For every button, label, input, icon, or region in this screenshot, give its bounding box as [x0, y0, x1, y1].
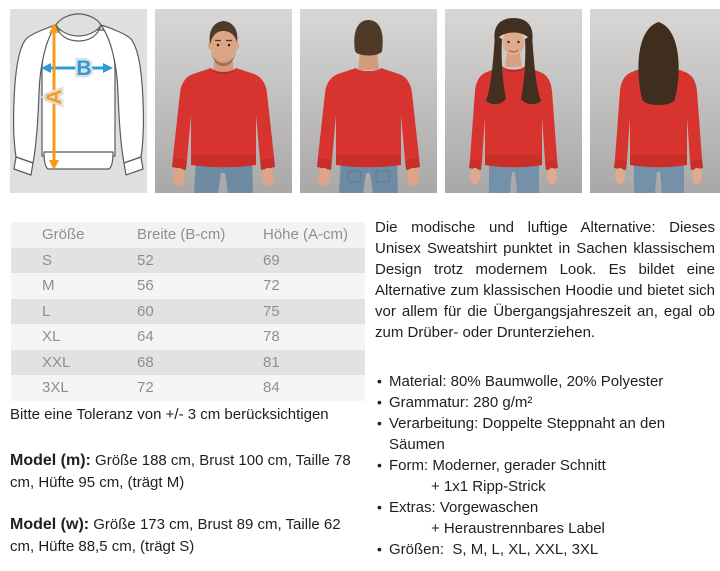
table-row: XL 64 78: [11, 324, 365, 350]
col-header-hoehe: Höhe (A-cm): [263, 226, 349, 244]
list-item: • Grammatur: 280 g/m²: [377, 394, 533, 411]
product-details-list: [375, 371, 717, 560]
hand: [318, 168, 330, 186]
sweatshirt: [318, 68, 419, 160]
hand: [470, 168, 480, 184]
model-female-front-svg: [445, 9, 582, 193]
list-item: • Größen: S, M, L, XL, XXL, 3XL: [377, 541, 599, 558]
model-m-label: Model (m):: [10, 452, 91, 469]
list-item-continuation: + 1x1 Ripp-Strick: [431, 478, 546, 495]
model-w-label: Model (w):: [10, 516, 90, 533]
model-female-front-photo: [445, 9, 582, 193]
list-item: • Extras: Vorgewaschen: [377, 499, 539, 516]
bullet-dot: •: [377, 373, 382, 389]
model-male-front-photo: [155, 9, 292, 193]
sweatshirt: [173, 68, 274, 160]
model-female-back-photo: [590, 9, 720, 193]
model-m-note: [10, 450, 362, 494]
size-diagram-svg: [10, 9, 147, 193]
model-male-back-svg: [300, 9, 437, 193]
table-row: L 60 75: [11, 299, 365, 325]
bullet-dot: •: [377, 499, 382, 515]
bullet-dot: •: [377, 541, 382, 557]
waistband: [485, 155, 542, 167]
product-image-strip: [10, 9, 720, 193]
hand: [547, 168, 557, 184]
hand: [173, 168, 185, 186]
width-label: B: [76, 57, 92, 80]
table-row: XXL 68 81: [11, 350, 365, 376]
list-item: • Verarbeitung: Doppelte Steppnaht an den Säumen: [377, 415, 666, 453]
height-label: A: [43, 89, 66, 105]
model-m-text: Größe 188 cm, Brust 100 cm, Taille 78 cm, Hüfte 95 cm, (trägt M): [10, 452, 351, 491]
model-male-front-svg: [155, 9, 292, 193]
list-item-continuation: + Heraustrennbares Label: [431, 520, 605, 537]
col-header-groesse: Größe: [42, 226, 85, 244]
bullet-dot: •: [377, 415, 382, 431]
table-row: S 52 69: [11, 248, 365, 274]
sweatshirt-outline: [14, 14, 144, 175]
model-w-text: Größe 173 cm, Brust 89 cm, Taille 62 cm, Hüfte 88,5 cm, (trägt S): [10, 516, 341, 555]
size-diagram-image: [10, 9, 147, 193]
size-table-header-row: [11, 222, 365, 248]
list-item: • Material: 80% Baumwolle, 20% Polyester: [377, 373, 664, 390]
hand: [407, 168, 419, 186]
waistband: [630, 155, 687, 167]
bullet-dot: •: [377, 394, 382, 410]
waistband: [191, 155, 256, 167]
tolerance-note: Bitte eine Toleranz von +/- 3 cm berücksichtigen: [10, 406, 329, 423]
bullet-dot: •: [377, 457, 382, 473]
hand: [692, 168, 702, 184]
hair-back: [354, 20, 382, 56]
list-item: • Form: Moderner, gerader Schnitt: [377, 457, 606, 474]
hand: [615, 168, 625, 184]
model-w-note: [10, 514, 362, 558]
model-male-back-photo: [300, 9, 437, 193]
hand: [262, 168, 274, 186]
product-description: Die modische und luftige Alternative: Dieses Unisex Sweatshirt punktet in Sachen klassischem Design trotz modernem Look. Es bildet eine Alternative zum klassischen Hoodie und bietet sich vor allem für die Übergangsjahreszeit an, egal ob zum Drüber- oder Drunterziehen.: [375, 219, 715, 341]
col-header-breite: Breite (B-cm): [137, 226, 226, 244]
table-row: M 56 72: [11, 273, 365, 299]
size-table: [11, 222, 365, 401]
table-row: 3XL 72 84: [11, 375, 365, 401]
waistband: [336, 155, 401, 167]
model-female-back-svg: [590, 9, 720, 193]
